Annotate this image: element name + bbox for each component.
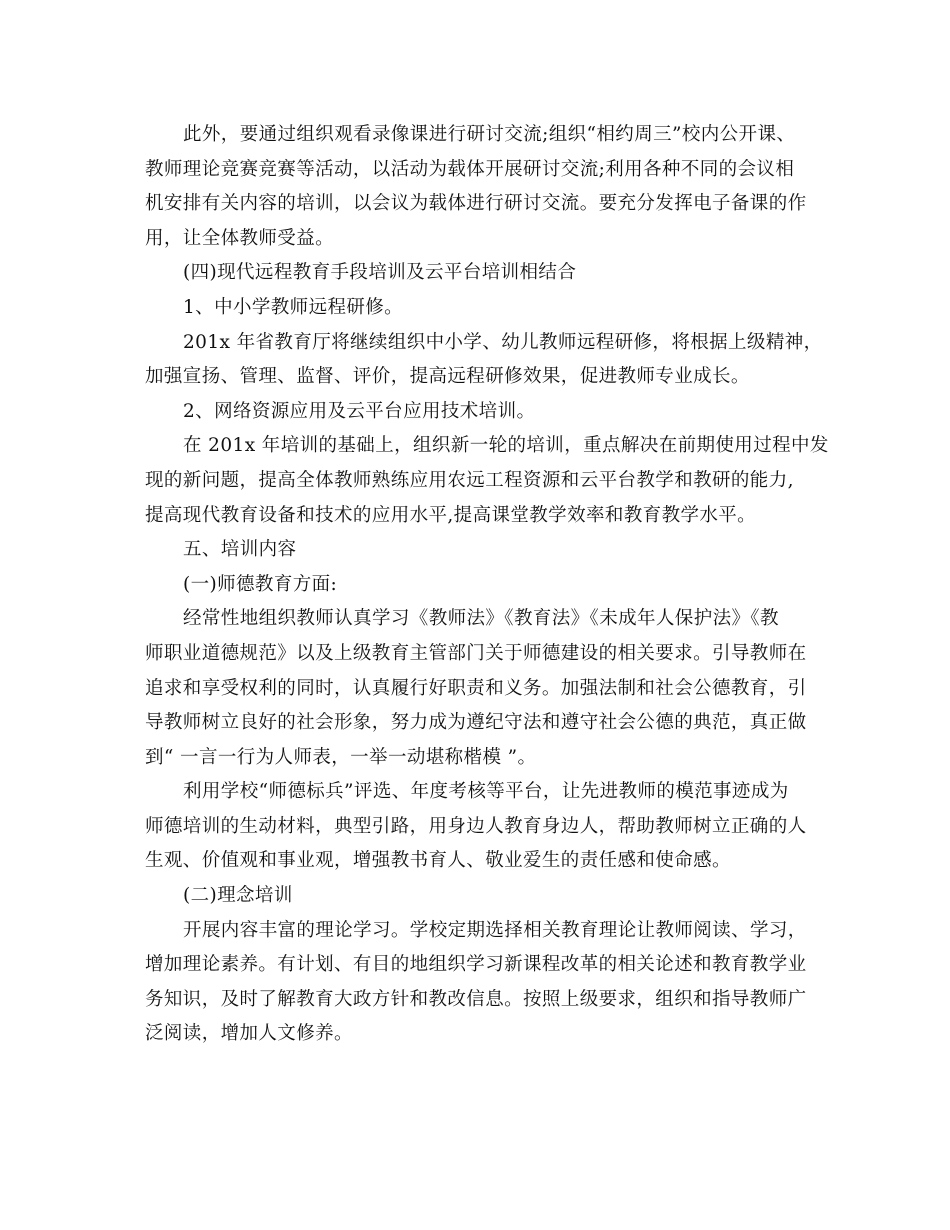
text-line: 教师理论竞赛竞赛等活动，以活动为载体开展研讨交流;利用各种不同的会议相: [145, 158, 795, 180]
text-line: 务知识，及时了解教育大政方针和教改信息。按照上级要求，组织和指导教师广: [145, 988, 807, 1010]
text-line: 到“ 一言一行为人师表，一举一动堪称楷模 ”。: [145, 746, 537, 768]
text-line: 现的新问题，提高全体教师熟练应用农远工程资源和云平台教学和教研的能力,: [145, 469, 794, 491]
text-line: 师德培训的生动材料，典型引路，用身边人教育身边人，帮助教师树立正确的人: [145, 815, 807, 837]
text-line: 经常性地组织教师认真学习《教师法》《教育法》《未成年人保护法》《教: [183, 608, 779, 630]
section-heading: [145, 256, 810, 291]
text-line: (二)理念培训: [183, 885, 293, 907]
document-page: [145, 118, 829, 1052]
section-heading: [145, 568, 810, 603]
section-heading: [145, 533, 810, 568]
text-line: 提高现代教育设备和技术的应用水平,提高课堂教学效率和教育教学水平。: [145, 504, 757, 526]
section-heading: [145, 395, 810, 430]
paragraph: [145, 429, 829, 533]
section-heading: [145, 879, 810, 914]
text-line: 机安排有关内容的培训，以会议为载体进行研讨交流。要充分发挥电子备课的作: [145, 193, 807, 215]
text-line: 五、培训内容: [183, 539, 297, 561]
text-line: 泛阅读，增加人文修养。: [145, 1023, 353, 1045]
text-line: 追求和享受权利的同时，认真履行好职责和义务。加强法制和社会公德教育，引: [145, 677, 807, 699]
paragraph: [145, 118, 810, 256]
text-line: 加强宣扬、管理、监督、评价，提高远程研修效果，促进教师专业成长。: [145, 366, 750, 388]
text-line: (四)现代远程教育手段培训及云平台培训相结合: [183, 262, 577, 284]
text-line: 利用学校“师德标兵”评选、年度考核等平台，让先进教师的模范事迹成为: [183, 781, 789, 803]
paragraph: [145, 602, 810, 775]
section-heading: [145, 291, 810, 326]
text-line: 1、中小学教师远程研修。: [183, 296, 404, 318]
text-line: 2、网络资源应用及云平台应用技术培训。: [183, 400, 536, 422]
text-line: (一)师德教育方面:: [183, 573, 338, 595]
text-line: 师职业道德规范》以及上级教育主管部门关于师德建设的相关要求。引导教师在: [145, 642, 807, 664]
text-line: 用，让全体教师受益。: [145, 227, 335, 249]
text-line: 在 201x 年培训的基础上，组织新一轮的培训，重点解决在前期使用过程中发: [183, 435, 829, 457]
text-line: 201x 年省教育厅将继续组织中小学、幼儿教师远程研修，将根据上级精神，: [183, 331, 823, 353]
text-line: 生观、价值观和事业观，增强教书育人、敬业爱生的责任感和使命感。: [145, 850, 731, 872]
text-line: 此外，要通过组织观看录像课进行研讨交流;组织“相约周三”校内公开课、: [183, 124, 796, 145]
paragraph: [145, 326, 823, 395]
text-line: 增加理论素养。有计划、有目的地组织学习新课程改革的相关论述和教育教学业: [145, 954, 807, 976]
paragraph: [145, 914, 810, 1052]
text-line: 导教师树立良好的社会形象，努力成为遵纪守法和遵守社会公德的典范，真正做: [145, 712, 807, 734]
paragraph: [145, 775, 810, 879]
text-line: 开展内容丰富的理论学习。学校定期选择相关教育理论让教师阅读、学习，: [183, 919, 807, 941]
